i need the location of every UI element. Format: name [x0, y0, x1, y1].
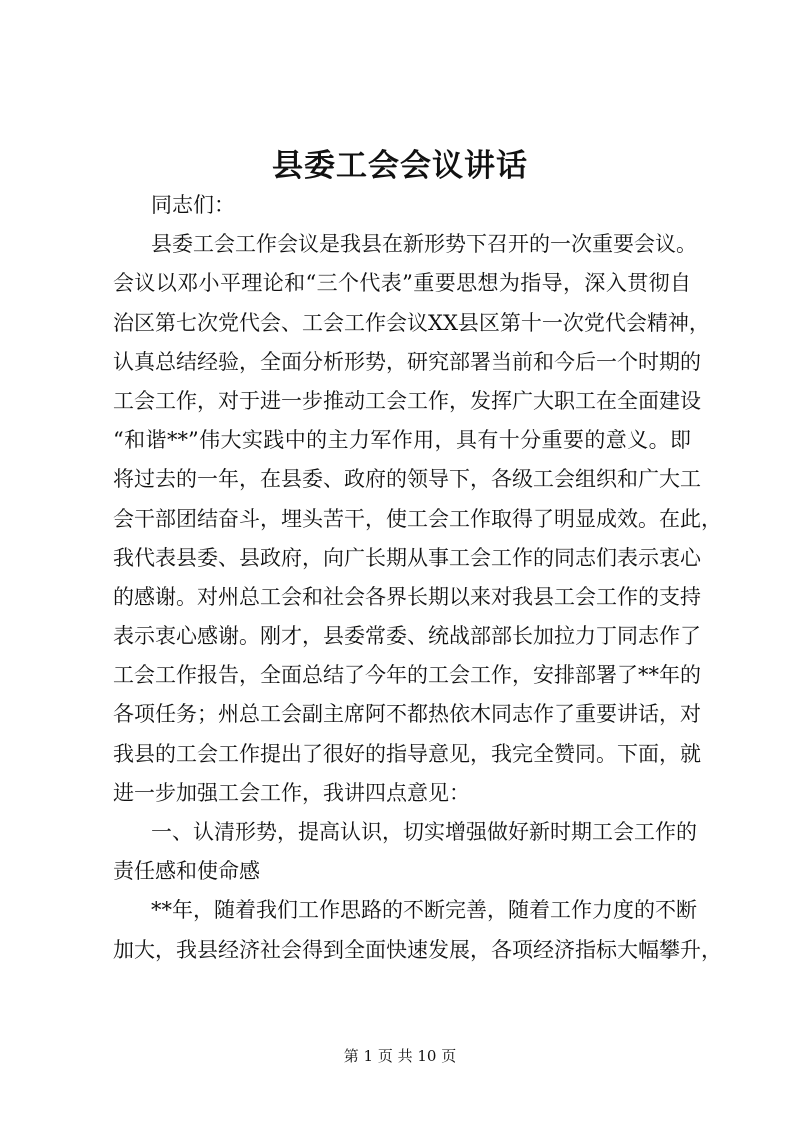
- text-line: 进一步加强工会工作，我讲四点意见：: [113, 780, 470, 805]
- text-line: 各项任务；州总工会副主席阿不都热依木同志作了重要讲话，对: [113, 702, 701, 727]
- text-line: 县委工会工作会议是我县在新形势下召开的一次重要会议。: [151, 232, 697, 257]
- document-title: 县委工会会议讲话: [272, 148, 528, 184]
- text-line: 认真总结经验，全面分析形势，研究部署当前和今后一个时期的: [113, 349, 701, 374]
- text-line: 会议以邓小平理论和“三个代表”重要思想为指导，深入贯彻自: [113, 271, 691, 296]
- text-line: 的感谢。对州总工会和社会各界长期以来对我县工会工作的支持: [113, 584, 701, 609]
- text-line: 会干部团结奋斗，埋头苦干，使工会工作取得了明显成效。在此，: [113, 506, 722, 531]
- text-line: 治区第七次党代会、工会工作会议XX县区第十一次党代会精神，: [113, 310, 710, 335]
- text-line: 工会工作，对于进一步推动工会工作，发挥广大职工在全面建设: [113, 388, 701, 413]
- page-number-footer: 第 1 页 共 10 页: [343, 1047, 457, 1065]
- text-line: 将过去的一年，在县委、政府的领导下，各级工会组织和广大工: [113, 467, 701, 492]
- text-line: 加大，我县经济社会得到全面快速发展，各项经济指标大幅攀升，: [113, 937, 722, 962]
- text-line: 我代表县委、县政府，向广长期从事工会工作的同志们表示衷心: [113, 545, 701, 570]
- text-line: 同志们：: [151, 193, 235, 217]
- text-line: **年，随着我们工作思路的不断完善，随着工作力度的不断: [151, 898, 697, 923]
- text-line: “和谐**”伟大实践中的主力军作用，具有十分重要的意义。即: [113, 428, 691, 453]
- document-body: [113, 186, 722, 970]
- section-heading-line: 责任感和使命感: [113, 859, 260, 884]
- section-heading-line: 一、认清形势，提高认识，切实增强做好新时期工会工作的: [151, 820, 697, 844]
- text-line: 表示衷心感谢。刚才，县委常委、统战部部长加拉力丁同志作了: [113, 624, 701, 649]
- text-line: 我县的工会工作提出了很好的指导意见，我完全赞同。下面，就: [113, 741, 701, 766]
- text-line: 工会工作报告，全面总结了今年的工会工作，安排部署了**年的: [113, 663, 701, 688]
